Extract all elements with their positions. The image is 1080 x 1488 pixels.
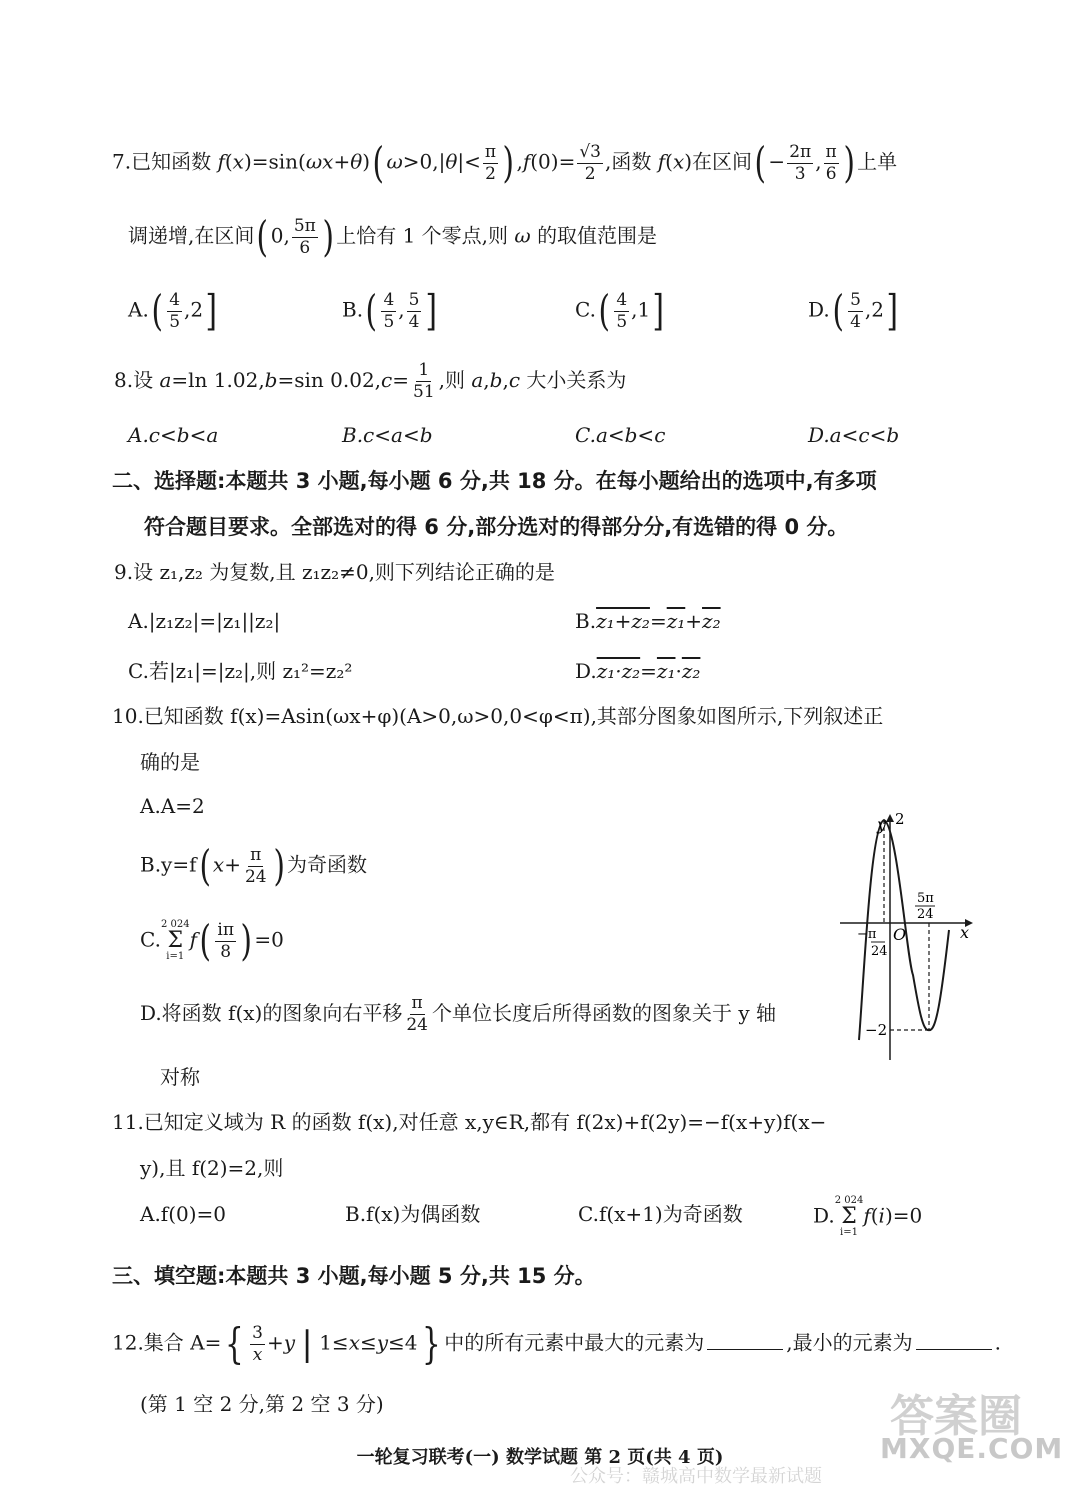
q10-graph [835, 810, 985, 1070]
max-label: 2 [895, 810, 905, 828]
right-tick-label: 5π [917, 891, 934, 906]
section2-heading-cont: 符合题目要求。全部选对的得 6 分,部分选对的得部分分,有选错的得 0 分。 [144, 515, 849, 539]
min-label: −2 [865, 1021, 888, 1039]
left-tick-label: −π [857, 927, 877, 942]
x-label: x [960, 923, 970, 942]
origin-label: O [893, 925, 907, 944]
q7-option-b: B.( $\frac{4}{5}$ , $\frac{5}{4}$ ] [342, 286, 438, 335]
q8-option-b: B.c<a<b [342, 423, 433, 447]
q9-option-d: D.z₁·z₂=z₁·z₂ [575, 659, 701, 683]
q11-stem-cont: y),且 f(2)=2,则 [140, 1156, 284, 1180]
answer-blank-1[interactable] [707, 1349, 783, 1350]
watermark-url: MXQE.COM [880, 1432, 1064, 1465]
q11-stem: 11.已知定义域为 R 的函数 f(x),对任意 x,y∈R,都有 f(2x)+f(2y)=−f(x+y)f(x− [112, 1110, 827, 1134]
q9-option-a: A.|z₁z₂|=|z₁||z₂| [128, 609, 281, 633]
q12-note: (第 1 空 2 分,第 2 空 3 分) [140, 1392, 384, 1416]
y-label: y [877, 815, 887, 834]
q9-option-b: B.z₁+z₂=z₁+z₂ [575, 609, 721, 633]
watermark-text: 公众号：赣城高中数学最新试题 [570, 1466, 822, 1487]
q10-stem-cont: 确的是 [140, 750, 200, 774]
q11-option-a: A.f(0)=0 [140, 1202, 227, 1226]
q8-option-d: D.a<c<b [808, 423, 900, 447]
q10-option-a: A.A=2 [140, 794, 205, 818]
q8-option-c: C.a<b<c [575, 423, 666, 447]
q7-option-d: D.( $\frac{5}{4}$ ,2] [808, 286, 898, 335]
answer-blank-2[interactable] [916, 1349, 992, 1350]
watermark-logo: 答案圈 [890, 1391, 1022, 1442]
q10-option-c: C. 2 024 Σ i=1 f( $\frac{i\pi}{8}$ ) =0 [140, 916, 284, 965]
q7-line1: 7.已知函数 f(x)=sin(ωx+θ)( ω>0,|θ|< $\frac{\pi}{2}$ ) ,f(0)= $\frac{√3}{2}$ ,函数 f(x)在区间( − $\frac{2\pi}{3}$ , $\frac{\pi}{6}$ ) 上单 [112, 138, 898, 187]
svg-text:24: 24 [917, 907, 934, 922]
y-axis-arrow [886, 814, 894, 822]
q7-option-a: A.( $\frac{4}{5}$ ,2] [128, 286, 218, 335]
q10-option-d-cont: 对称 [160, 1065, 200, 1089]
q11-option-b: B.f(x)为偶函数 [345, 1202, 481, 1226]
section2-heading: 二、选择题:本题共 3 小题,每小题 6 分,共 18 分。在每小题给出的选项中,有多项 [112, 469, 877, 493]
q10-stem: 10.已知函数 f(x)=Asin(ωx+φ)(A>0,ω>0,0<φ<π),其部分图象如图所示,下列叙述正 [112, 704, 884, 728]
q9-stem: 9.设 z₁,z₂ 为复数,且 z₁z₂≠0,则下列结论正确的是 [114, 560, 555, 584]
q7-line2: 调递增,在区间( 0, $\frac{5\pi}{6}$ ) 上恰有 1 个零点,则 ω 的取值范围是 [128, 212, 658, 261]
q12-stem: 12.集合 A={ $\frac{3}{x}$ +y | 1≤x≤y≤4} 中的所有元素中最大的元素为 ,最小的元素为 . [112, 1319, 1001, 1368]
q7-option-c: C.( $\frac{4}{5}$ ,1] [575, 286, 665, 335]
q11-option-d: D. 2 024 Σ i=1 f(i)=0 [813, 1195, 923, 1238]
section3-heading: 三、填空题:本题共 3 小题,每小题 5 分,共 15 分。 [112, 1264, 596, 1288]
page-footer: 一轮复习联考(一) 数学试题 第 2 页(共 4 页) [356, 1447, 724, 1468]
q8-option-a: A.c<b<a [128, 423, 219, 447]
q11-option-c: C.f(x+1)为奇函数 [578, 1202, 743, 1226]
q10-option-b: B.y=f( x+ $\frac{\pi}{24}$ ) 为奇函数 [140, 841, 367, 890]
q8-stem: 8.设 a=ln 1.02,b=sin 0.02,c= $\frac{1}{51}$ ,则 a,b,c 大小关系为 [114, 360, 627, 402]
svg-text:24: 24 [871, 944, 888, 959]
q10-option-d: D.将函数 f(x)的图象向右平移 $\frac{\pi}{24}$ 个单位长度后所得函数的图象关于 y 轴 [140, 993, 776, 1035]
q9-option-c: C.若|z₁|=|z₂|,则 z₁²=z₂² [128, 659, 353, 683]
